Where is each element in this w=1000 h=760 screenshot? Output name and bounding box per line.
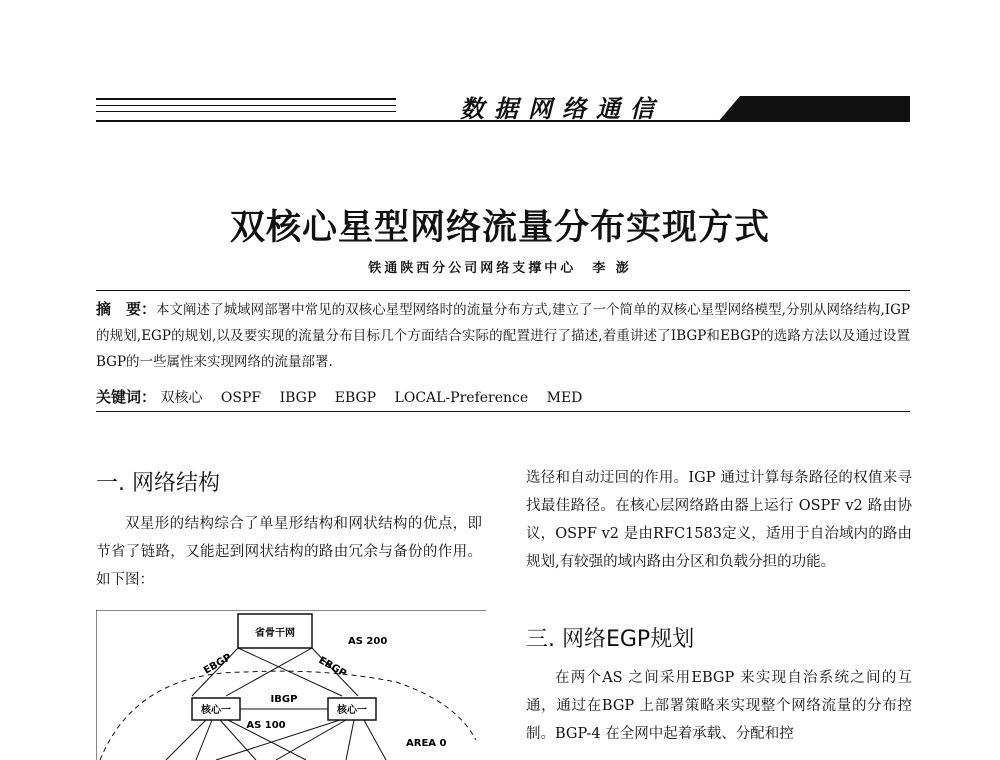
article-title: 双核心星型网络流量分布实现方式 — [229, 208, 770, 248]
abstract — [96, 296, 910, 375]
access-link — [166, 720, 206, 760]
abstract-text: 本文阐述了城域网部署中常见的双核心星型网络时的流量分布方式,建立了一个简单的双核心星型网络模型,分别从网络结构,IGP的规划,EGP的规划,以及要实现的流量分布目标几个方面结合实际的配置进行了描述,着重讲述了IBGP和EBGP的选路方法以及通过设置BGP的一些属性来实现网络的流量部署. — [96, 302, 910, 370]
keywords — [96, 386, 910, 407]
access-link — [276, 720, 346, 760]
keyword: EBGP — [334, 390, 377, 406]
section-1-heading: 一. 网络结构 — [96, 471, 220, 496]
keywords-label: 关键词： — [96, 388, 157, 406]
ibgp-label: IBGP — [270, 694, 298, 705]
as200-label: AS 200 — [348, 636, 388, 647]
section-3-heading: 三. 网络EGP规划 — [526, 627, 695, 652]
section-1-paragraph: 双星形的结构综合了单星形结构和网状结构的优点，即节省了链路，又能起到网状结构的路由冗余与备份的作用。如下图： — [96, 516, 482, 588]
backbone-label: 省骨干网 — [255, 628, 295, 639]
ebgp-label-right: EBGP — [316, 655, 348, 680]
ebgp-label-left: EBGP — [202, 652, 234, 677]
journal-header — [96, 94, 910, 124]
header-rule — [96, 105, 396, 106]
core-2-label: 核心一 — [337, 705, 367, 716]
right-paragraph-1: 选径和自动迂回的作用。IGP 通过计算每条路径的权值来寻找最佳路径。在核心层网络路由器上运行 OSPF v2 路由协议，OSPF v2 是由RFC1583定义，适用于自治域内的路由规划,有较强的域内路由分区和负载分担的功能。 — [526, 470, 912, 570]
article-author: 铁通陕西分公司网络支撑中心 李 澎 — [368, 261, 632, 276]
core-1-label: 核心一 — [201, 705, 231, 716]
keyword: MED — [546, 390, 583, 406]
header-rule — [96, 111, 396, 112]
network-diagram — [96, 610, 486, 760]
header-wedge — [718, 96, 910, 122]
header-rule — [96, 98, 396, 100]
area-label: AREA 0 — [406, 738, 447, 749]
keyword: LOCAL-Preference — [394, 390, 529, 406]
access-link — [364, 720, 386, 760]
keyword: IBGP — [279, 390, 317, 406]
abstract-bottom-rule — [96, 411, 910, 412]
abstract-label: 摘 要： — [96, 300, 157, 318]
section-3-paragraph: 在两个AS 之间采用EBGP 来实现自治系统之间的互通，通过在BGP 上部署策略来实现整个网络流量的分布控制。BGP-4 在全网中起着承载、分配和控 — [526, 670, 912, 742]
as100-label: AS 100 — [246, 720, 286, 731]
access-link — [346, 720, 354, 760]
journal-name: 数据网络通信 — [460, 94, 664, 123]
keyword: OSPF — [220, 390, 262, 406]
access-link — [196, 720, 212, 760]
abstract-top-rule — [96, 290, 910, 291]
keyword: 双核心 — [160, 390, 203, 406]
